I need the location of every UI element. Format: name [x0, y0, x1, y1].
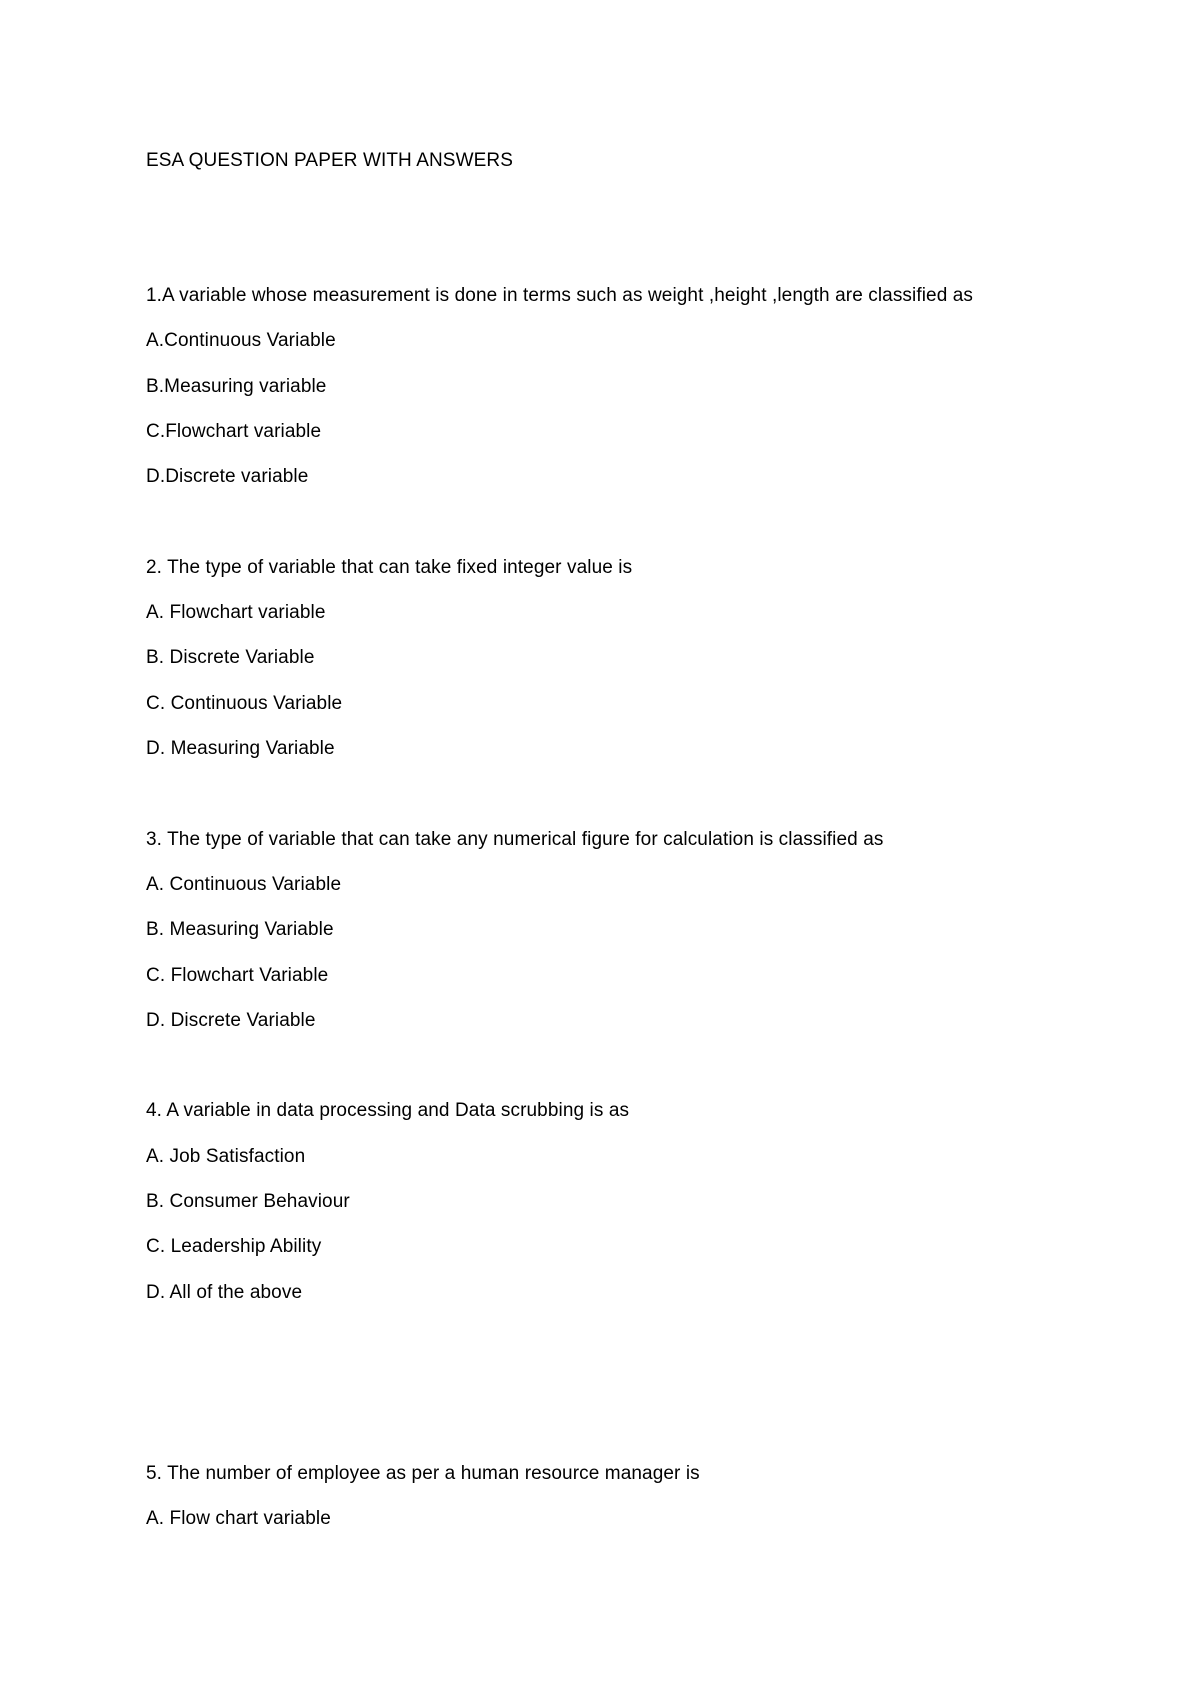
question-4-option-d: D. All of the above: [146, 1282, 303, 1303]
page-title: ESA QUESTION PAPER WITH ANSWERS: [146, 150, 513, 171]
question-5-option-a: A. Flow chart variable: [146, 1508, 331, 1529]
question-1-text: 1.A variable whose measurement is done in terms such as weight ,height ,length are classified as: [146, 285, 974, 306]
question-4-option-c: C. Leadership Ability: [146, 1236, 322, 1257]
question-2-option-c: C. Continuous Variable: [146, 693, 343, 714]
question-1-option-b: B.Measuring variable: [146, 376, 327, 397]
question-2-option-b: B. Discrete Variable: [146, 647, 315, 668]
question-3-option-a: A. Continuous Variable: [146, 874, 342, 895]
question-4-option-b: B. Consumer Behaviour: [146, 1191, 350, 1212]
question-2-option-d: D. Measuring Variable: [146, 738, 335, 759]
question-2-option-a: A. Flowchart variable: [146, 602, 326, 623]
question-1-option-a: A.Continuous Variable: [146, 330, 336, 351]
question-3-text: 3. The type of variable that can take any numerical figure for calculation is classified as: [146, 829, 884, 850]
question-4-option-a: A. Job Satisfaction: [146, 1146, 306, 1167]
question-5-text: 5. The number of employee as per a human resource manager is: [146, 1463, 700, 1484]
question-3-option-d: D. Discrete Variable: [146, 1010, 316, 1031]
question-3-option-c: C. Flowchart Variable: [146, 965, 329, 986]
question-3-option-b: B. Measuring Variable: [146, 919, 334, 940]
question-1-option-c: C.Flowchart variable: [146, 421, 322, 442]
question-4-text: 4. A variable in data processing and Data scrubbing is as: [146, 1100, 630, 1121]
question-1-option-d: D.Discrete variable: [146, 466, 309, 487]
question-2-text: 2. The type of variable that can take fixed integer value is: [146, 557, 633, 578]
